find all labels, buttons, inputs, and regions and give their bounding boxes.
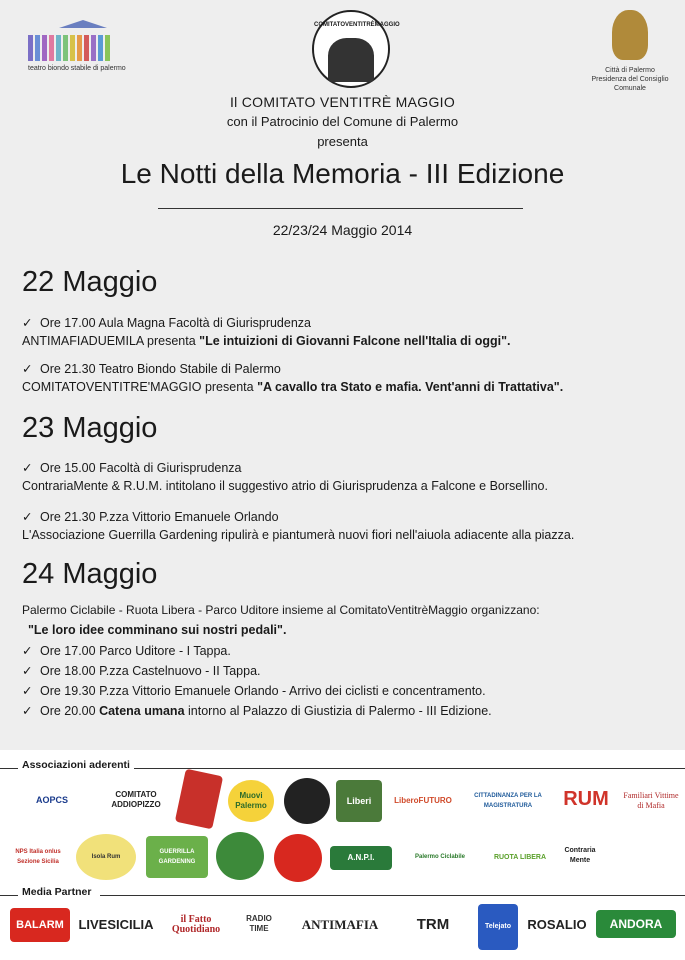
day-heading-22: 22 Maggio <box>22 266 158 298</box>
presidenza-label: Presidenza del Consiglio Comunale <box>591 76 669 92</box>
antimafia-logo: ANTIMAFIA <box>301 917 379 932</box>
rosalio-logo: ROSALIO <box>527 917 587 932</box>
media-divider <box>100 895 685 896</box>
associazione-antimafia-logo <box>612 834 680 878</box>
falcone-borsellino-portrait-icon <box>328 38 374 82</box>
organizer-line: Il COMITATO VENTITRÈ MAGGIO <box>229 94 456 110</box>
event-dates: 22/23/24 Maggio 2014 <box>272 222 413 238</box>
livesicilia-logo: LIVESICILIA <box>78 917 154 932</box>
event-title: Le Notti della Memoria - III Edizione <box>120 158 565 189</box>
associazioni-label: Associazioni aderenti <box>22 759 130 771</box>
media-partner-label: Media Partner <box>22 886 92 898</box>
event-23-1-desc: ContrariaMente & R.U.M. intitolano il suggestivo atrio di Giurisprudenza a Falcone e Borsellino. <box>22 479 548 493</box>
comitato-logo-text: COMITATOVENTITRÈMAGGIO <box>314 22 400 28</box>
muovi-palermo-logo: Muovi Palermo <box>228 780 274 822</box>
event-24-slogan: "Le loro idee comminano sui nostri pedali". <box>28 623 287 637</box>
check-icon: ✓ <box>22 510 33 524</box>
event-24-stage-1: ✓ Ore 17.00 Parco Uditore - I Tappa. <box>22 644 231 658</box>
event-24-intro: Palermo Ciclabile - Ruota Libera - Parco Uditore insieme al ComitatoVentitrèMaggio organizzano: <box>22 603 540 617</box>
black-circle-logo <box>284 778 330 824</box>
andora-logo: ANDORA <box>596 910 676 938</box>
check-icon: ✓ <box>22 704 33 718</box>
event-24-stage-2: ✓ Ore 18.00 P.zza Castelnuovo - II Tappa. <box>22 664 261 678</box>
event-22-2-title: "A cavallo tra Stato e mafia. Vent'anni di Trattativa". <box>257 380 564 394</box>
familiari-vittime-logo: Familiari Vittime di Mafia <box>623 791 679 810</box>
il-fatto-quotidiano-logo: il Fatto Quotidiano <box>171 914 221 935</box>
check-icon: ✓ <box>22 362 33 376</box>
balarm-logo: BALARM <box>10 908 70 942</box>
day-heading-23: 23 Maggio <box>22 412 158 444</box>
event-22-1-time: ✓ Ore 17.00 Aula Magna Facoltà di Giurisprudenza <box>22 316 311 330</box>
event-22-2-desc: COMITATOVENTITRE'MAGGIO presenta "A cavallo tra Stato e mafia. Vent'anni di Trattativa". <box>22 380 564 394</box>
associazioni-divider <box>134 768 685 769</box>
liberi-logo: Liberi <box>336 780 382 822</box>
day-heading-24: 24 Maggio <box>22 558 158 590</box>
palermo-ciclabile-logo: Palermo Ciclabile <box>398 846 482 868</box>
check-icon: ✓ <box>22 644 33 658</box>
green-leaf-logo <box>216 832 264 880</box>
isola-rum-logo: Isola Rum <box>76 834 136 880</box>
media-divider-left <box>0 895 18 896</box>
emergency-logo <box>274 834 322 882</box>
anpi-logo: A.N.P.I. <box>330 846 392 870</box>
rum-logo: RUM <box>563 788 609 810</box>
check-icon: ✓ <box>22 664 33 678</box>
trm-logo: TRM <box>416 916 450 933</box>
check-icon: ✓ <box>22 316 33 330</box>
catena-umana-label: Catena umana <box>99 704 185 718</box>
cittadinanza-magistratura-logo: CITTADINANZA PER LA MAGISTRATURA <box>474 793 542 809</box>
citta-label: Città di Palermo <box>605 67 655 74</box>
check-icon: ✓ <box>22 461 33 475</box>
comitato-logo <box>312 10 400 88</box>
liberofuturo-logo: LiberoFUTURO <box>394 796 452 805</box>
ruota-libera-logo: RUOTA LIBERA <box>493 854 547 861</box>
addiopizzo-logo: COMITATO ADDIOPIZZO <box>111 790 161 809</box>
check-icon: ✓ <box>22 684 33 698</box>
nps-italia-logo: NPS Italia onlus Sezione Sicilia <box>15 849 61 865</box>
event-23-2-time: ✓ Ore 21.30 P.zza Vittorio Emanuele Orlando <box>22 510 279 524</box>
event-24-stage-4: ✓ Ore 20.00 Catena umana intorno al Palazzo di Giustizia di Palermo - III Edizione. <box>22 704 492 718</box>
teatro-logo-text: teatro biondo stabile di palermo <box>28 65 126 72</box>
event-22-2-time: ✓ Ore 21.30 Teatro Biondo Stabile di Palermo <box>22 362 281 376</box>
associazioni-divider-left <box>0 768 18 769</box>
event-23-1-time: ✓ Ore 15.00 Facoltà di Giurisprudenza <box>22 461 242 475</box>
presenta-line: presenta <box>317 134 368 149</box>
event-23-2-desc: L'Associazione Guerrilla Gardening ripulirà e piantumerà nuovi fiori nell'aiuola adiacente alla piazza. <box>22 528 575 542</box>
contrariamente-logo: Contraria Mente <box>564 847 596 864</box>
teatro-biondo-logo <box>28 20 188 72</box>
teatro-pillars-icon <box>28 31 188 61</box>
teatro-roof-icon <box>53 20 113 28</box>
title-divider <box>158 208 523 209</box>
red-agenda-logo <box>175 769 223 830</box>
aopcs-logo: AOPCS <box>35 795 68 805</box>
eagle-crest-icon <box>612 10 648 60</box>
event-24-stage-3: ✓ Ore 19.30 P.zza Vittorio Emanuele Orlando - Arrivo dei ciclisti e concentramento. <box>22 684 486 698</box>
citta-di-palermo-logo <box>580 10 680 93</box>
radio-time-logo: RADIO TIME <box>246 914 272 933</box>
guerrilla-gardening-logo: GUERRILLA GARDENING <box>146 836 208 878</box>
event-22-1-title: "Le intuizioni di Giovanni Falcone nell'Italia di oggi". <box>199 334 511 348</box>
patronage-line: con il Patrocinio del Comune di Palermo <box>226 114 459 129</box>
telejato-logo: Telejato <box>478 904 518 950</box>
event-22-1-desc: ANTIMAFIADUEMILA presenta "Le intuizioni di Giovanni Falcone nell'Italia di oggi". <box>22 334 511 348</box>
